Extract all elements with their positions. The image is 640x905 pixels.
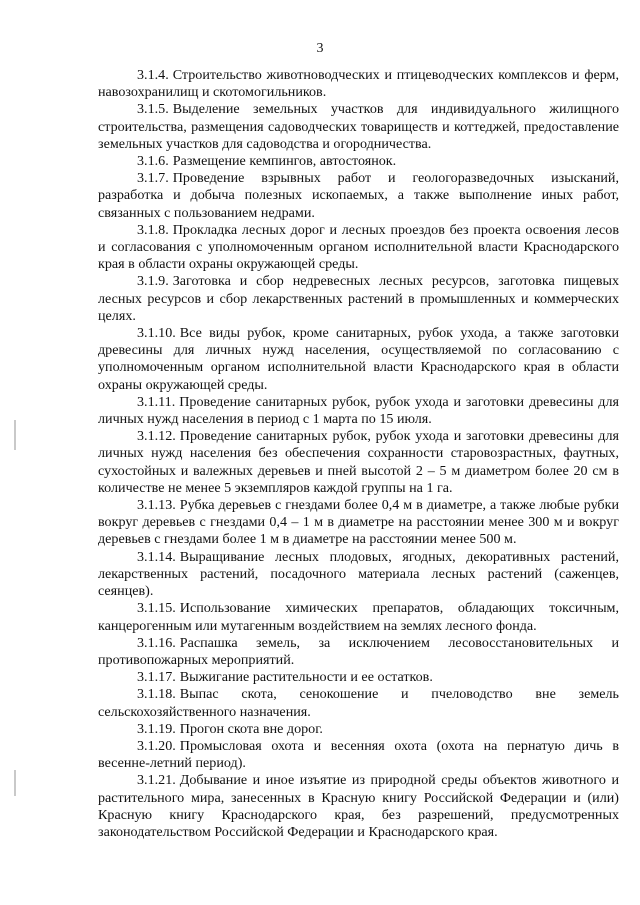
item-text: Заготовка и сбор недревесных лесных ресурсов, заготовка пищевых лесных ресурсов и сбор лекарственных растений в промышленных и коммерческих целях. [98,273,619,324]
item-text: Выделение земельных участков для индивидуального жилищного строительства, размещения садоводческих товариществ и коттеджей, предоставление земельных участков для садоводства и огородничества. [98,101,619,152]
item-text: Проведение санитарных рубок, рубок ухода и заготовки древесины для личных нужд населения в период с 1 марта по 15 июля. [98,393,619,428]
list-item [98,721,619,738]
item-number: 3.1.15. [137,600,176,617]
list-item [98,394,619,428]
item-text: Рубка деревьев с гнездами более 0,4 м в диаметре, а также любые рубки вокруг деревьев с гнездами 0,4 – 1 м в диаметре на расстоянии менее 300 м и вокруг деревьев с гнездами более 1 м в диаметре на расстоянии менее 500 м. [98,497,619,548]
list-item [98,497,619,549]
item-number: 3.1.12. [137,428,176,445]
list-item [98,772,619,841]
list-item [98,325,619,394]
item-number: 3.1.6. [137,153,169,170]
list-item [98,273,619,325]
document-body [98,67,619,841]
item-text: Размещение кемпингов, автостоянок. [172,153,397,170]
item-number: 3.1.4. [137,67,169,83]
item-number: 3.1.11. [137,393,176,410]
item-number: 3.1.10. [137,325,176,342]
item-text: Использование химических препаратов, обладающих токсичным, канцерогенным или мутагенным воздействием на землях лесного фонда. [98,600,619,634]
item-text: Прогон скота вне дорог. [179,720,323,737]
list-item [98,222,619,274]
item-number: 3.1.5. [137,101,169,118]
list-item [98,101,619,153]
list-item [98,635,619,669]
list-item [98,669,619,686]
list-item [98,67,619,101]
list-item [98,153,619,170]
item-number: 3.1.21. [137,772,176,789]
list-item [98,170,619,222]
list-item [98,600,619,634]
list-item [98,738,619,772]
item-number: 3.1.7. [137,170,169,187]
item-number: 3.1.18. [137,686,176,703]
list-item [98,549,619,601]
item-text: Промысловая охота и весенняя охота (охота на пернатую дичь в весенне-летний период). [98,737,619,772]
item-text: Распашка земель, за исключением лесовосстановительных и противопожарных мероприятий. [98,634,619,668]
item-text: Строительство животноводческих и птицеводческих комплексов и ферм, навозохранилищ и скотомогильников. [98,67,619,101]
list-item [98,686,619,720]
item-number: 3.1.8. [137,221,169,238]
item-number: 3.1.16. [137,634,176,651]
item-text: Все виды рубок, кроме санитарных, рубок ухода, а также заготовки древесины для личных нужд населения, осуществляемой по согласованию с уполномоченным органом исполнительной власти Краснодарского края в области охраны окружающей среды. [98,325,619,393]
item-text: Добывание и иное изъятие из природной среды объектов животного и растительного мира, занесенных в Красную книгу Российской Федерации и (или) Красную книгу Краснодарского края, без разрешений, предусмотренных законодательством Российской Федерации и Краснодарского края. [98,772,619,840]
item-number: 3.1.20. [137,737,176,754]
scan-margin-mark [14,770,16,796]
item-number: 3.1.19. [137,720,176,737]
page-number: 3 [316,41,324,56]
item-number: 3.1.14. [137,548,176,565]
item-number: 3.1.13. [137,497,176,514]
item-text: Выпас скота, сенокошение и пчеловодство вне земель сельскохозяйственного назначения. [98,686,619,720]
list-item [98,428,619,497]
scan-margin-mark [14,420,16,450]
item-text: Прокладка лесных дорог и лесных проездов без проекта освоения лесов и согласования с уполномоченным органом исполнительной власти Краснодарского края в области охраны окружающей среды. [98,221,619,273]
item-text: Выжигание растительности и ее остатков. [179,669,433,686]
item-text: Проведение санитарных рубок, рубок ухода и заготовки древесины для личных нужд населения без обеспечения сохранности старовозрастных, фаутных, сухостойных и валежных деревьев и пней высотой 2 – 5 м диаметром более 20 см в количестве не менее 5 экземпляров каждой группы на 1 га. [98,428,619,496]
item-number: 3.1.17. [137,669,176,686]
item-text: Проведение взрывных работ и геологоразведочных изысканий, разработка и добыча полезных ископаемых, а также выполнение иных работ, связанных с пользованием недрами. [98,170,619,221]
item-text: Выращивание лесных плодовых, ягодных, декоративных растений, лекарственных растений, посадочного материала лесных растений (саженцев, сеянцев). [98,548,619,600]
item-number: 3.1.9. [137,273,169,290]
